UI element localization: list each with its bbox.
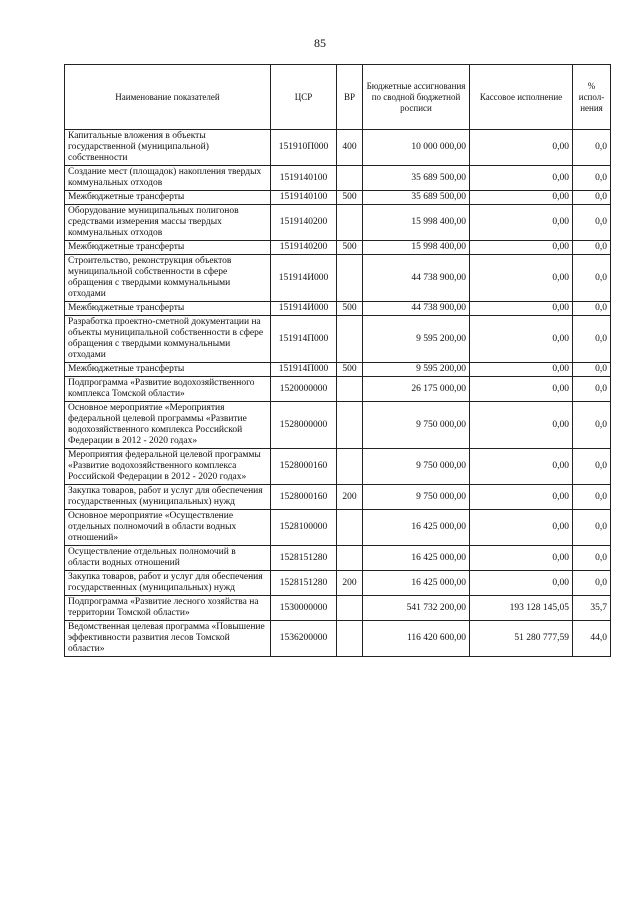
cell-percent: 0,0 (573, 402, 611, 449)
cell-percent: 0,0 (573, 241, 611, 255)
cell-csr: 151914П000 (271, 316, 337, 363)
cell-cash: 0,00 (470, 316, 573, 363)
cell-vr (337, 316, 363, 363)
cell-csr: 1528000000 (271, 402, 337, 449)
table-row (65, 302, 611, 316)
cell-budget: 16 425 000,00 (363, 571, 470, 596)
table-row (65, 363, 611, 377)
header-csr: ЦСР (271, 65, 337, 130)
table-row (65, 316, 611, 363)
cell-csr: 1519140200 (271, 205, 337, 241)
cell-budget: 35 689 500,00 (363, 166, 470, 191)
table-row (65, 130, 611, 166)
cell-cash: 0,00 (470, 302, 573, 316)
cell-vr (337, 449, 363, 485)
cell-name: Межбюджетные трансферты (65, 363, 271, 377)
header-budget: Бюджетные ассигнования по сводной бюджетной росписи (363, 65, 470, 130)
cell-budget: 44 738 900,00 (363, 255, 470, 302)
cell-percent: 0,0 (573, 205, 611, 241)
table-row (65, 377, 611, 402)
cell-percent: 35,7 (573, 596, 611, 621)
cell-vr (337, 621, 363, 657)
cell-csr: 151914И000 (271, 255, 337, 302)
cell-vr (337, 596, 363, 621)
cell-budget: 9 595 200,00 (363, 363, 470, 377)
cell-name: Строительство, реконструкция объектов муниципальной собственности в сфере обращения с твердыми коммунальными отходами (65, 255, 271, 302)
cell-cash: 0,00 (470, 571, 573, 596)
cell-csr: 1536200000 (271, 621, 337, 657)
table-row (65, 485, 611, 510)
table-row (65, 449, 611, 485)
cell-budget: 15 998 400,00 (363, 241, 470, 255)
cell-vr (337, 546, 363, 571)
cell-budget: 26 175 000,00 (363, 377, 470, 402)
cell-vr: 200 (337, 485, 363, 510)
cell-vr (337, 510, 363, 546)
cell-csr: 1519140100 (271, 191, 337, 205)
cell-budget: 9 750 000,00 (363, 485, 470, 510)
cell-vr (337, 166, 363, 191)
table-row (65, 166, 611, 191)
table-row (65, 546, 611, 571)
cell-cash: 0,00 (470, 130, 573, 166)
cell-name: Межбюджетные трансферты (65, 191, 271, 205)
header-cash: Кассовое исполнение (470, 65, 573, 130)
cell-percent: 0,0 (573, 363, 611, 377)
table-row (65, 510, 611, 546)
cell-name: Межбюджетные трансферты (65, 241, 271, 255)
cell-csr: 151910П000 (271, 130, 337, 166)
cell-cash: 193 128 145,05 (470, 596, 573, 621)
cell-vr: 500 (337, 363, 363, 377)
cell-vr (337, 377, 363, 402)
cell-cash: 0,00 (470, 377, 573, 402)
cell-csr: 1528151280 (271, 546, 337, 571)
cell-name: Осуществление отдельных полномочий в области водных отношений (65, 546, 271, 571)
cell-name: Создание мест (площадок) накопления твердых коммунальных отходов (65, 166, 271, 191)
cell-csr: 1520000000 (271, 377, 337, 402)
cell-percent: 0,0 (573, 546, 611, 571)
cell-budget: 15 998 400,00 (363, 205, 470, 241)
cell-name: Подпрограмма «Развитие лесного хозяйства на территории Томской области» (65, 596, 271, 621)
cell-cash: 0,00 (470, 402, 573, 449)
cell-vr: 200 (337, 571, 363, 596)
cell-csr: 1528151280 (271, 571, 337, 596)
cell-cash: 0,00 (470, 166, 573, 191)
cell-budget: 9 750 000,00 (363, 402, 470, 449)
cell-budget: 9 595 200,00 (363, 316, 470, 363)
cell-percent: 0,0 (573, 571, 611, 596)
cell-budget: 35 689 500,00 (363, 191, 470, 205)
cell-percent: 0,0 (573, 449, 611, 485)
cell-budget: 116 420 600,00 (363, 621, 470, 657)
cell-cash: 0,00 (470, 205, 573, 241)
cell-cash: 0,00 (470, 363, 573, 377)
cell-percent: 0,0 (573, 302, 611, 316)
cell-vr: 400 (337, 130, 363, 166)
cell-budget: 10 000 000,00 (363, 130, 470, 166)
cell-cash: 0,00 (470, 255, 573, 302)
cell-name: Подпрограмма «Развитие водохозяйственного комплекса Томской области» (65, 377, 271, 402)
cell-vr: 500 (337, 302, 363, 316)
budget-table (64, 64, 611, 657)
cell-percent: 0,0 (573, 255, 611, 302)
cell-percent: 0,0 (573, 166, 611, 191)
cell-name: Закупка товаров, работ и услуг для обеспечения государственных (муниципальных) нужд (65, 571, 271, 596)
cell-percent: 0,0 (573, 191, 611, 205)
cell-cash: 0,00 (470, 191, 573, 205)
cell-cash: 0,00 (470, 485, 573, 510)
cell-percent: 0,0 (573, 485, 611, 510)
cell-vr: 500 (337, 241, 363, 255)
cell-name: Закупка товаров, работ и услуг для обеспечения государственных (муниципальных) нужд (65, 485, 271, 510)
table-row (65, 596, 611, 621)
cell-vr (337, 205, 363, 241)
cell-percent: 0,0 (573, 316, 611, 363)
cell-csr: 1528100000 (271, 510, 337, 546)
cell-cash: 0,00 (470, 510, 573, 546)
cell-name: Межбюджетные трансферты (65, 302, 271, 316)
table-row (65, 571, 611, 596)
cell-csr: 1519140100 (271, 166, 337, 191)
cell-percent: 0,0 (573, 377, 611, 402)
cell-name: Основное мероприятие «Осуществление отдельных полномочий в области водных отношений» (65, 510, 271, 546)
cell-csr: 1519140200 (271, 241, 337, 255)
table-row (65, 255, 611, 302)
table-row (65, 191, 611, 205)
header-vr: ВР (337, 65, 363, 130)
cell-vr: 500 (337, 191, 363, 205)
cell-percent: 0,0 (573, 130, 611, 166)
cell-vr (337, 402, 363, 449)
header-name: Наименование показателей (65, 65, 271, 130)
cell-vr (337, 255, 363, 302)
cell-csr: 1528000160 (271, 449, 337, 485)
page-number: 85 (314, 36, 326, 50)
cell-cash: 0,00 (470, 546, 573, 571)
cell-budget: 9 750 000,00 (363, 449, 470, 485)
cell-name: Капитальные вложения в объекты государственной (муниципальной) собственности (65, 130, 271, 166)
table-row (65, 241, 611, 255)
cell-csr: 151914И000 (271, 302, 337, 316)
cell-cash: 0,00 (470, 449, 573, 485)
cell-name: Разработка проектно-сметной документации на объекты муниципальной собственности в сфере обращения с твердыми коммунальными отходами (65, 316, 271, 363)
table-row (65, 402, 611, 449)
cell-name: Основное мероприятие «Мероприятия федеральной целевой программы «Развитие водохозяйственного комплекса Российской Федерации в 2012 - 2020 годах» (65, 402, 271, 449)
cell-budget: 16 425 000,00 (363, 546, 470, 571)
table-row (65, 205, 611, 241)
cell-name: Ведомственная целевая программа «Повышение эффективности развития лесов Томской области» (65, 621, 271, 657)
cell-name: Мероприятия федеральной целевой программы «Развитие водохозяйственного комплекса Российской Федерации в 2012 - 2020 годах» (65, 449, 271, 485)
cell-csr: 1530000000 (271, 596, 337, 621)
cell-cash: 0,00 (470, 241, 573, 255)
table-row (65, 621, 611, 657)
cell-budget: 541 732 200,00 (363, 596, 470, 621)
cell-budget: 16 425 000,00 (363, 510, 470, 546)
header-percent: % испол-нения (573, 65, 611, 130)
cell-csr: 1528000160 (271, 485, 337, 510)
cell-budget: 44 738 900,00 (363, 302, 470, 316)
cell-percent: 0,0 (573, 510, 611, 546)
table-body (65, 130, 611, 657)
cell-csr: 151914П000 (271, 363, 337, 377)
cell-name: Оборудование муниципальных полигонов средствами измерения массы твердых коммунальных отходов (65, 205, 271, 241)
cell-percent: 44,0 (573, 621, 611, 657)
cell-cash: 51 280 777,59 (470, 621, 573, 657)
table-header-row (65, 65, 611, 130)
